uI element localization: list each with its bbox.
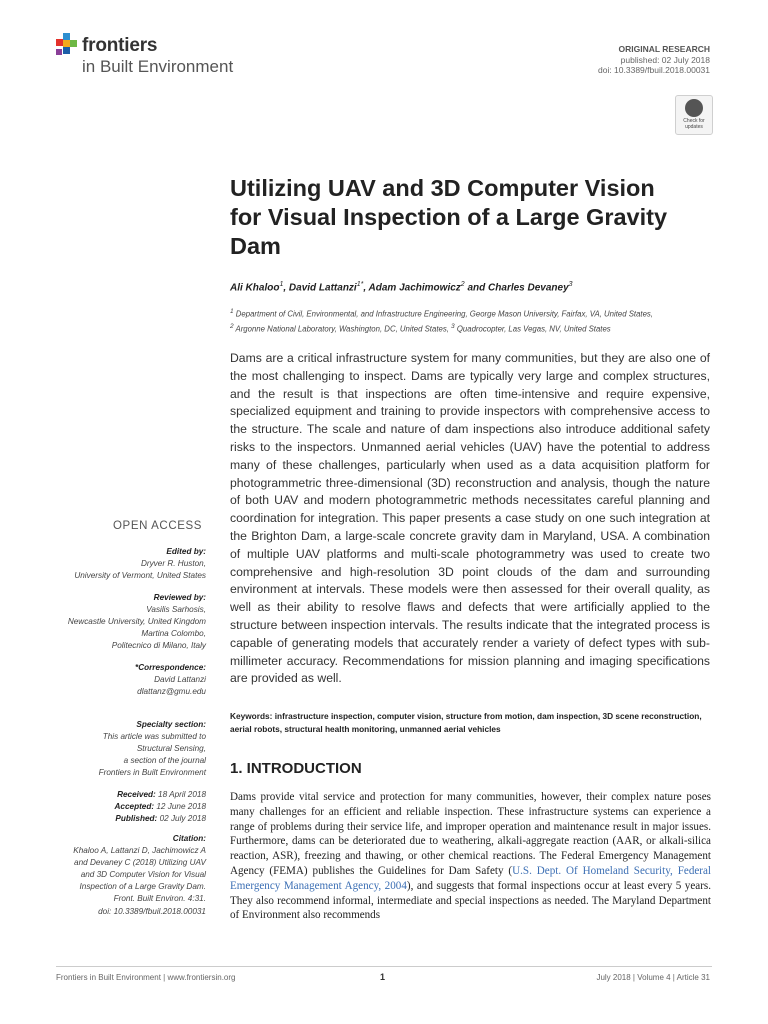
abstract: Dams are a critical infrastructure system for many communities, but they are also one of the most challenging to inspect. Dams are typically very large and complex structures, and the result is that inspections are often time-intensive and require expensive, specialized equipment and training to provide inspectors with comprehensive access to the structure. The scale and nature of dam inspections also introduce additional safety risks to the inspectors. Unmanned aerial vehicles (UAV) have the potential to address many of these challenges, particularly when used as a data acquisition platform for photogrammetric three-dimensional (3D) reconstruction and analysis, though the nature of both UAV and modern photogrammetric methods necessitates careful planning and coordination for integration. This paper presents a case study on one such integration at the Brighton Dam, a large-scale concrete gravity dam in Maryland, USA. A combination of multiple UAV platforms and multi-scale photogrammetry was used to create two comprehensive and high-resolution 3D point clouds of the dam and surrounding environment at intervals. These models were then assessed for their overall quality, as well as their ability to resolve flaws and defects that were artificially applied to the structure between inspection intervals. The results indicate that the integrated process is capable of generating models that accurately render a variety of defect types with sub-millimeter accuracy. Recommendations for mission planning and imaging specifications are provided as well.: [230, 351, 710, 686]
correspondence-label: *Correspondence:: [135, 663, 206, 672]
keywords-label: Keywords:: [230, 711, 273, 721]
citation-label: Citation:: [172, 834, 206, 843]
received-date: 18 April 2018: [158, 790, 206, 799]
footer-divider: [56, 966, 712, 967]
accepted-date: 12 June 2018: [156, 802, 206, 812]
dates-info: [40, 789, 206, 825]
citation-doi-link[interactable]: doi: 10.3389/fbuil.2018.00031: [98, 906, 206, 916]
open-access-badge: OPEN ACCESS: [113, 520, 203, 532]
intro-paragraph: Dams provide vital service and protection for many communities, however, their complex nature poses many challenges for an efficient and reliable inspection. These infrastructure systems can experience a range of problems during their service life, and improper operation and maintenance result in major issues. Furthermore, dams can be deteriorated due to weathering, alkali-aggregate reaction (AAR, or alkali-silica reaction, ASR), freezing and thawing, or other chemical reactions. The Federal Emergency Management Agency (FEMA) publishes the Guidelines for Dam Safety (U.S. Dept. Of Homeland Security, Federal Emergency Management Agency, 2004), and suggests that formal inspections occur at least every 5 years. They also recommend informal, intermediate and special inspections as needed. The Maryland Department of Environment also recommends: [230, 791, 711, 922]
published-date: published: 02 July 2018: [620, 54, 710, 65]
editor-info: [40, 546, 206, 582]
correspondence-name: David Lattanzi: [154, 675, 206, 685]
specialty-label: Specialty section:: [136, 720, 206, 729]
reviewer-affiliation: Politecnico di Milano, Italy: [111, 641, 206, 651]
reviewer-info: [40, 592, 206, 652]
reviewed-by-label: Reviewed by:: [153, 593, 206, 602]
edited-by-label: Edited by:: [166, 547, 206, 556]
received-label: Received:: [117, 790, 156, 799]
journal-link[interactable]: Frontiers in Built Environment: [98, 768, 206, 778]
published-label: Published:: [115, 814, 158, 824]
author-name[interactable]: Ali Khaloo: [230, 282, 280, 294]
affiliations: [230, 306, 653, 336]
author-list: Ali Khaloo$^1$, David Lattanzi$^{1*}$, Adam Jachimowicz$^2$ and Charles Devaney$^3$: [230, 281, 573, 294]
journal-name: in Built Environment: [82, 57, 234, 76]
reviewer-name[interactable]: Vasilis Sarhosis,: [146, 605, 206, 615]
specialty-info: Specialty section: This article was submitted to Structural Sensing, a section of the journal Frontiers in Built Environment: [40, 719, 206, 779]
affiliation-line: $^2$ Argonne National Laboratory, Washington, DC, United States, $^3$ Quadrocopter, Las Vegas, NV, United States: [230, 323, 611, 334]
bookmark-icon: [685, 99, 703, 117]
check-for-updates-button[interactable]: Check for updates: [675, 95, 713, 135]
footer-volume-info: July 2018 | Volume 4 | Article 31: [596, 973, 710, 982]
editor-name[interactable]: Dryver R. Huston,: [140, 559, 206, 569]
footer-journal-link[interactable]: Frontiers in Built Environment | www.frontiersin.org: [56, 973, 236, 982]
sidebar-published-date: 02 July 2018: [159, 814, 206, 824]
reviewer-affiliation: Newcastle University, United Kingdom: [67, 617, 206, 627]
keywords-text: infrastructure inspection, computer vision, structure from motion, dam inspection, 3D scene reconstruction, aerial robots, structural health monitoring, unmanned aerial vehicles: [230, 711, 702, 734]
affiliation-line: $^1$ Department of Civil, Environmental, and Infrastructure Engineering, George Mason University, Fairfax, VA, United States,: [230, 308, 653, 319]
author-name[interactable]: David Lattanzi: [288, 282, 357, 294]
article-meta: [598, 44, 710, 76]
page-number: 1: [380, 972, 386, 982]
journal-brand[interactable]: frontiers: [82, 35, 158, 56]
citation-link[interactable]: U.S. Dept. Of Homeland Security, Federal Emergency Management Agency, 2004: [230, 864, 711, 892]
reviewer-name[interactable]: Martina Colombo,: [141, 629, 206, 639]
specialty-section-link[interactable]: Structural Sensing,: [136, 744, 206, 754]
editor-affiliation: University of Vermont, United States: [74, 571, 206, 581]
frontiers-logo-icon: [56, 33, 78, 59]
article-title: Utilizing UAV and 3D Computer Vision for Visual Inspection of a Large Gravity Dam: [230, 175, 668, 259]
section-heading: 1. INTRODUCTION: [230, 760, 362, 777]
correspondence-info: [40, 662, 206, 698]
citation-info: Citation: Khaloo A, Lattanzi D, Jachimowicz A and Devaney C (2018) Utilizing UAV and 3D Computer Vision for Visual Inspection of a Large Gravity Dam. Front. Built Environ. 4:31. doi: 10.3389/fbuil.2018.00031: [40, 833, 206, 918]
author-name[interactable]: Adam Jachimowicz: [368, 282, 461, 294]
author-name[interactable]: Charles Devaney: [488, 282, 569, 294]
correspondence-email[interactable]: dlattanz@gmu.edu: [137, 687, 206, 697]
doi-link[interactable]: doi: 10.3389/fbuil.2018.00031: [597, 65, 710, 75]
article-type: ORIGINAL RESEARCH: [618, 44, 710, 54]
keywords: [230, 710, 710, 735]
accepted-label: Accepted:: [114, 802, 155, 812]
